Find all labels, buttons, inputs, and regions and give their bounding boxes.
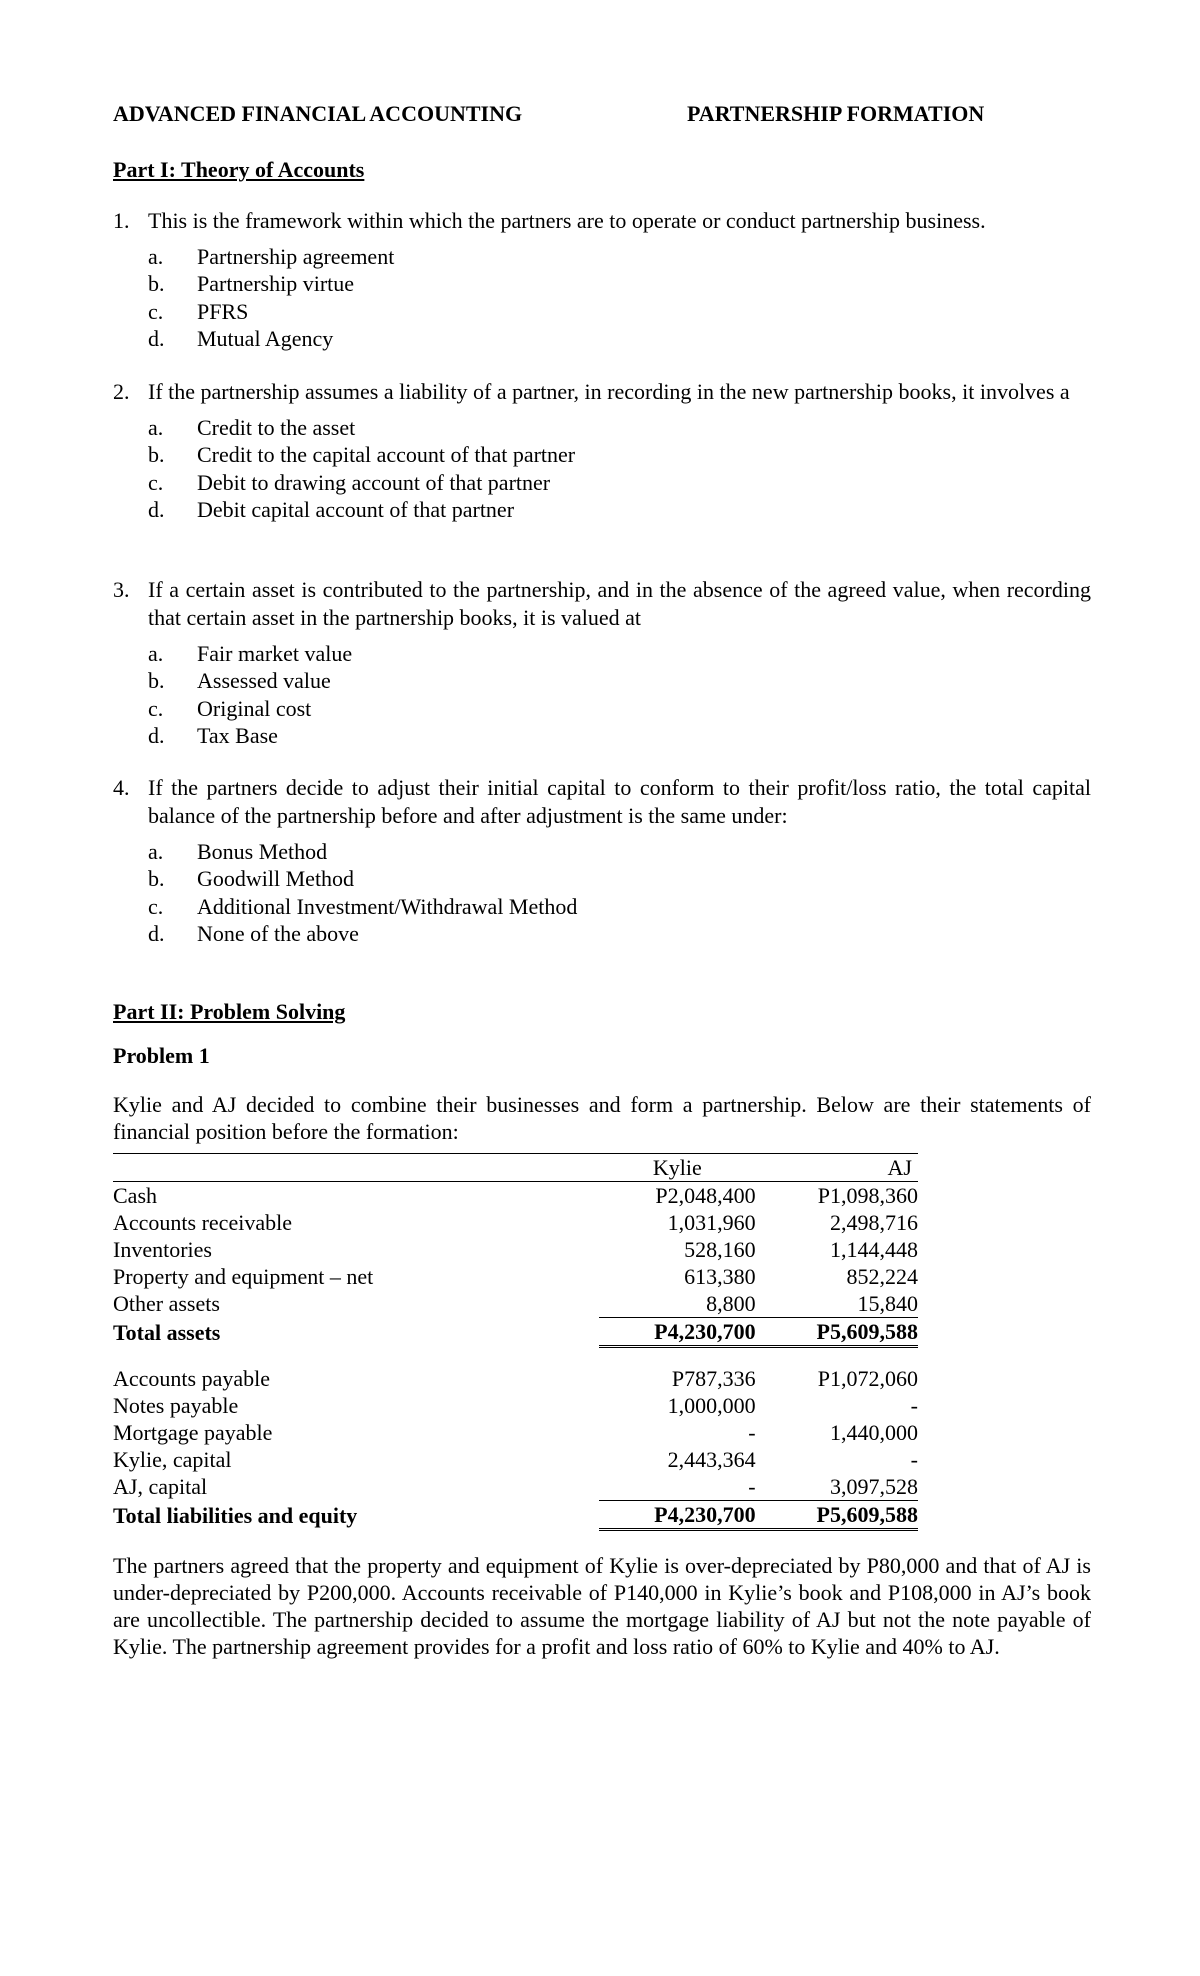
row-label: Mortgage payable xyxy=(113,1420,273,1445)
aj-value: 2,498,716 xyxy=(830,1210,918,1235)
aj-value: 3,097,528 xyxy=(830,1474,918,1499)
kylie-total: P4,230,700 xyxy=(599,1501,755,1530)
kylie-value: 1,000,000 xyxy=(667,1393,756,1418)
kylie-value: - xyxy=(748,1420,756,1445)
column-header-kylie: Kylie xyxy=(599,1154,755,1182)
question-text: If the partnership assumes a liability of a partner, in recording in the new partnership books, it involves a xyxy=(148,379,1070,404)
row-label: Inventories xyxy=(113,1237,212,1262)
column-header-aj: AJ xyxy=(756,1154,918,1182)
option-text: Debit capital account of that partner xyxy=(197,496,515,522)
aj-value: - xyxy=(910,1447,918,1472)
kylie-value: 1,031,960 xyxy=(667,1210,756,1235)
option-letter: b. xyxy=(148,442,165,468)
option-item xyxy=(148,893,1091,920)
aj-value: 852,224 xyxy=(846,1264,918,1289)
table-row xyxy=(113,1290,918,1318)
option-text: Credit to the asset xyxy=(197,415,356,440)
option-item xyxy=(148,865,1091,892)
question-1 xyxy=(113,207,1091,352)
course-title: ADVANCED FINANCIAL ACCOUNTING xyxy=(113,101,523,126)
option-list xyxy=(148,243,1091,352)
kylie-total: P4,230,700 xyxy=(599,1318,755,1347)
option-list xyxy=(148,838,1091,947)
question-4 xyxy=(113,774,1091,947)
table-header-row xyxy=(113,1154,918,1182)
table-row xyxy=(113,1392,918,1419)
option-item xyxy=(148,270,1091,297)
option-text: Assessed value xyxy=(197,668,331,694)
part2-title: Part II: Problem Solving xyxy=(113,999,346,1024)
option-letter: d. xyxy=(148,325,165,351)
option-letter: d. xyxy=(148,722,165,748)
aj-value: 1,440,000 xyxy=(830,1420,918,1445)
option-letter: a. xyxy=(148,415,164,440)
option-item xyxy=(148,325,1091,352)
option-letter: a. xyxy=(148,641,164,666)
option-item xyxy=(148,920,1091,947)
option-letter: a. xyxy=(148,839,164,864)
spacer-row xyxy=(113,1347,918,1366)
problem-details: The partners agreed that the property and equipment of Kylie is over-depreciated by P80,000 and that of AJ is under-depreciated by P200,000. Accounts receivable of P140,000 in Kylie’s book and P108,000 in AJ’s book are uncollectible. The partnership decided to assume the mortgage liability of AJ but not the note payable of Kylie. The partnership agreement provides for a profit and loss ratio of 60% to Kylie and 40% to AJ. xyxy=(113,1553,1091,1659)
option-text: None of the above xyxy=(197,920,359,946)
table-row xyxy=(113,1209,918,1236)
financial-position-table xyxy=(113,1153,918,1531)
option-item xyxy=(148,838,1091,865)
kylie-value: P2,048,400 xyxy=(655,1183,756,1208)
option-letter: d. xyxy=(148,496,165,522)
option-item xyxy=(148,695,1091,722)
option-letter: c. xyxy=(148,893,164,919)
option-text: Partnership agreement xyxy=(197,244,395,269)
aj-value: P1,072,060 xyxy=(817,1366,918,1391)
question-text: If the partners decide to adjust their initial capital to conform to their profit/loss ratio, the total capital balance of the partnership before and after adjustment is the same under: xyxy=(148,775,1091,828)
kylie-value: 2,443,364 xyxy=(667,1447,756,1472)
option-text: Tax Base xyxy=(197,722,278,748)
header-blank xyxy=(113,1154,599,1182)
option-text: Additional Investment/Withdrawal Method xyxy=(197,893,578,919)
table-row xyxy=(113,1263,918,1290)
option-text: Mutual Agency xyxy=(197,325,334,351)
option-text: Original cost xyxy=(197,695,312,721)
aj-value: P1,098,360 xyxy=(817,1183,918,1208)
option-item xyxy=(148,640,1091,667)
question-number: 2. xyxy=(113,379,130,404)
option-letter: a. xyxy=(148,244,164,269)
option-item xyxy=(148,722,1091,749)
option-letter: b. xyxy=(148,271,165,297)
option-item xyxy=(148,298,1091,325)
question-number: 3. xyxy=(113,577,130,602)
option-letter: b. xyxy=(148,866,165,892)
row-label: Notes payable xyxy=(113,1393,239,1418)
table-row xyxy=(113,1182,918,1210)
part1-title: Part I: Theory of Accounts xyxy=(113,157,365,182)
table-row xyxy=(113,1236,918,1263)
question-2 xyxy=(113,378,1091,523)
option-letter: b. xyxy=(148,668,165,694)
kylie-value: - xyxy=(748,1474,756,1499)
problem-title: Problem 1 xyxy=(113,1043,210,1068)
option-letter: d. xyxy=(148,920,165,946)
option-letter: c. xyxy=(148,298,164,324)
row-label: Total liabilities and equity xyxy=(113,1502,358,1528)
option-text: Partnership virtue xyxy=(197,271,355,297)
kylie-value: P787,336 xyxy=(671,1366,756,1391)
question-text: This is the framework within which the partners are to operate or conduct partnership business. xyxy=(148,208,986,233)
aj-value: 1,144,448 xyxy=(830,1237,918,1262)
table-row xyxy=(113,1365,918,1392)
option-list xyxy=(148,414,1091,523)
row-label: Accounts payable xyxy=(113,1366,270,1391)
option-item xyxy=(148,469,1091,496)
option-list xyxy=(148,640,1091,749)
problem-intro: Kylie and AJ decided to combine their businesses and form a partnership. Below are their statements of financial position before the formation: xyxy=(113,1092,1091,1144)
aj-total: P5,609,588 xyxy=(756,1318,918,1347)
option-letter: c. xyxy=(148,469,164,495)
option-text: Credit to the capital account of that partner xyxy=(197,442,576,468)
table-row xyxy=(113,1419,918,1446)
row-label: Property and equipment – net xyxy=(113,1264,374,1289)
question-number: 4. xyxy=(113,775,130,800)
table-row xyxy=(113,1473,918,1501)
total-assets-row xyxy=(113,1318,918,1347)
row-label: Cash xyxy=(113,1183,157,1208)
table-row xyxy=(113,1446,918,1473)
total-liabilities-row xyxy=(113,1501,918,1530)
row-label: Total assets xyxy=(113,1319,221,1345)
aj-value: 15,840 xyxy=(857,1291,918,1316)
row-label: AJ, capital xyxy=(113,1474,208,1500)
question-3 xyxy=(113,576,1091,749)
option-text: Fair market value xyxy=(197,641,353,666)
kylie-value: 613,380 xyxy=(684,1264,756,1289)
option-text: PFRS xyxy=(197,298,249,324)
row-label: Other assets xyxy=(113,1291,220,1317)
option-letter: c. xyxy=(148,695,164,721)
option-item xyxy=(148,667,1091,694)
option-item xyxy=(148,243,1091,270)
aj-value: - xyxy=(910,1393,918,1418)
kylie-value: 8,800 xyxy=(706,1291,756,1316)
row-label: Kylie, capital xyxy=(113,1447,232,1472)
topic-title: PARTNERSHIP FORMATION xyxy=(687,101,985,126)
aj-total: P5,609,588 xyxy=(756,1501,918,1530)
option-text: Goodwill Method xyxy=(197,866,355,892)
question-number: 1. xyxy=(113,208,130,233)
option-item xyxy=(148,414,1091,441)
kylie-value: 528,160 xyxy=(684,1237,756,1262)
option-item xyxy=(148,441,1091,468)
option-text: Bonus Method xyxy=(197,839,328,864)
row-label: Accounts receivable xyxy=(113,1210,292,1235)
option-text: Debit to drawing account of that partner xyxy=(197,469,551,495)
question-text: If a certain asset is contributed to the partnership, and in the absence of the agreed value, when recording that certain asset in the partnership books, it is valued at xyxy=(148,577,1091,630)
option-item xyxy=(148,496,1091,523)
